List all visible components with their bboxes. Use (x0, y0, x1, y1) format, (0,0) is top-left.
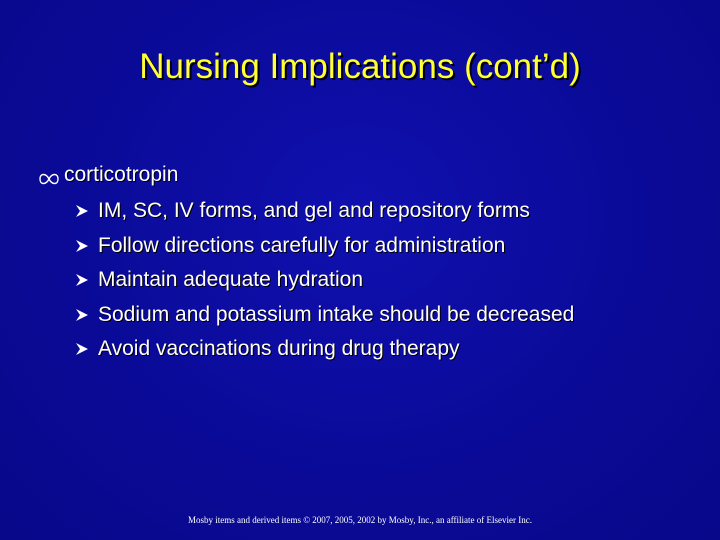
list-item (74, 229, 574, 264)
sub-bullet-list (74, 194, 574, 367)
infinity-bullet-icon (38, 170, 60, 188)
main-bullet-text: corticotropin (64, 163, 179, 186)
list-item-text: Avoid vaccinations during drug therapy (98, 337, 460, 361)
list-item-text: Follow directions carefully for administration (98, 233, 506, 257)
arrowhead-bullet-icon (74, 341, 90, 357)
arrowhead-bullet-icon (74, 203, 90, 219)
arrowhead-bullet-icon (74, 307, 90, 323)
arrowhead-bullet-icon (74, 238, 90, 254)
list-item-text: Sodium and potassium intake should be decreased (98, 302, 575, 326)
list-item (74, 332, 574, 367)
slide-title: Nursing Implications (cont’d) (139, 47, 581, 86)
list-item-text: IM, SC, IV forms, and gel and repository forms (98, 199, 530, 223)
list-item (74, 298, 574, 333)
copyright-footer: Mosby items and derived items © 2007, 2005, 2002 by Mosby, Inc., an affiliate of Elsevier Inc. (187, 515, 533, 525)
list-item (74, 194, 574, 229)
list-item (74, 263, 574, 298)
arrowhead-bullet-icon (74, 272, 90, 288)
list-item-text: Maintain adequate hydration (98, 268, 364, 292)
